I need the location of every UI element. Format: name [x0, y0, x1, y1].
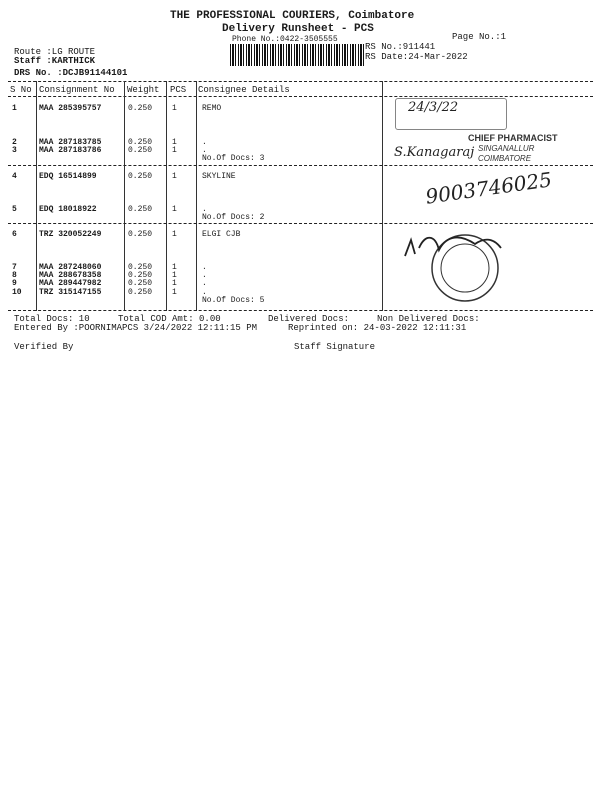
- handwritten-name: S.Kanagaraj: [394, 145, 475, 160]
- total-cod-amount: Total COD Amt: 0.00: [118, 314, 221, 324]
- col-header-consignment: Consignment No: [39, 85, 115, 95]
- row-consignment: TRZ 320052249: [39, 230, 102, 239]
- group-divider: [8, 165, 593, 166]
- row-pcs: 1: [172, 279, 177, 288]
- row-consignment: EDQ 18018922: [39, 205, 97, 214]
- col-header-pcs: PCS: [170, 85, 187, 95]
- staff-signature-label: Staff Signature: [294, 342, 376, 352]
- row-weight: 0.250: [128, 146, 153, 155]
- phone-number: Phone No.:0422-3505555: [232, 35, 338, 44]
- stamp-place: SINGANALLUR: [478, 144, 535, 153]
- row-sno: 2: [12, 138, 17, 147]
- row-pcs: 1: [172, 271, 177, 280]
- row-pcs: 1: [172, 146, 177, 155]
- row-sno: 6: [12, 230, 17, 239]
- group-doc-count: No.Of Docs: 2: [202, 213, 265, 222]
- stamp-pharmacist: CHIEF PHARMACIST: [468, 133, 558, 143]
- document-title: Delivery Runsheet - PCS: [222, 23, 374, 35]
- row-weight: 0.250: [128, 104, 153, 113]
- row-weight: 0.250: [128, 271, 153, 280]
- receiver-signature-stamp: [395, 228, 525, 310]
- col-divider: [382, 81, 383, 311]
- col-header-sno: S No: [10, 85, 32, 95]
- row-consignee: ELGI CJB: [202, 230, 241, 239]
- row-sno: 10: [12, 288, 22, 297]
- row-weight: 0.250: [128, 288, 153, 297]
- row-pcs: 1: [172, 138, 177, 147]
- row-consignee: .: [202, 288, 207, 297]
- col-divider: [166, 81, 167, 311]
- row-weight: 0.250: [128, 263, 153, 272]
- group-divider: [8, 223, 593, 224]
- row-consignee: .: [202, 263, 207, 272]
- handwritten-phone: 9003746025: [423, 167, 554, 209]
- row-consignee: .: [202, 271, 207, 280]
- reprinted-on: Reprinted on: 24-03-2022 12:11:31: [288, 323, 467, 333]
- row-pcs: 1: [172, 172, 177, 181]
- row-consignee: .: [202, 279, 207, 288]
- row-weight: 0.250: [128, 205, 153, 214]
- col-header-consignee: Consignee Details: [198, 85, 290, 95]
- row-consignment: MAA 287183785: [39, 138, 102, 147]
- company-name: THE PROFESSIONAL COURIERS, Coimbatore: [170, 10, 415, 22]
- row-consignee: .: [202, 205, 207, 214]
- row-consignment: MAA 288678358: [39, 271, 102, 280]
- row-consignee: .: [202, 138, 207, 147]
- rs-number: RS No.:911441: [365, 42, 436, 52]
- row-sno: 7: [12, 263, 17, 272]
- row-consignment: MAA 289447982: [39, 279, 102, 288]
- col-divider: [124, 81, 125, 311]
- row-pcs: 1: [172, 230, 177, 239]
- row-sno: 3: [12, 146, 17, 155]
- row-consignment: EDQ 16514899: [39, 172, 97, 181]
- row-weight: 0.250: [128, 172, 153, 181]
- row-sno: 4: [12, 172, 17, 181]
- row-sno: 1: [12, 104, 17, 113]
- row-sno: 9: [12, 279, 17, 288]
- route-label: Route :LG ROUTE: [14, 47, 96, 57]
- row-consignment: MAA 287248060: [39, 263, 102, 272]
- table-top-rule: [8, 81, 593, 82]
- row-weight: 0.250: [128, 279, 153, 288]
- drs-number: DRS No. :DCJB91144101: [14, 68, 128, 78]
- row-pcs: 1: [172, 263, 177, 272]
- stamp-date: 24/3/22: [408, 100, 459, 115]
- group-doc-count: No.Of Docs: 5: [202, 296, 265, 305]
- col-header-weight: Weight: [127, 85, 160, 95]
- entered-by: Entered By :POORNIMAPCS 3/24/2022 12:11:15 PM: [14, 323, 258, 333]
- row-consignment: MAA 287183786: [39, 146, 102, 155]
- staff-label: Staff :KARTHICK: [14, 56, 96, 66]
- total-docs: Total Docs: 10: [14, 314, 90, 324]
- stamp-city: COIMBATORE: [478, 154, 532, 163]
- row-weight: 0.250: [128, 230, 153, 239]
- non-delivered-docs: Non Delivered Docs:: [377, 314, 480, 324]
- row-sno: 5: [12, 205, 17, 214]
- row-consignee: REMO: [202, 104, 222, 113]
- row-consignment: MAA 285395757: [39, 104, 102, 113]
- row-weight: 0.250: [128, 138, 153, 147]
- col-divider: [36, 81, 37, 311]
- rs-date: RS Date:24-Mar-2022: [365, 52, 468, 62]
- row-pcs: 1: [172, 104, 177, 113]
- row-consignee: .: [202, 146, 207, 155]
- group-doc-count: No.Of Docs: 3: [202, 154, 265, 163]
- round-seal-inner-ring: [441, 244, 489, 292]
- delivered-docs: Delivered Docs:: [268, 314, 350, 324]
- row-pcs: 1: [172, 288, 177, 297]
- row-consignment: TRZ 315147155: [39, 288, 102, 297]
- verified-by-label: Verified By: [14, 342, 74, 352]
- header-bottom-rule: [8, 96, 593, 97]
- row-consignee: SKYLINE: [202, 172, 236, 181]
- row-sno: 8: [12, 271, 17, 280]
- row-pcs: 1: [172, 205, 177, 214]
- col-divider: [196, 81, 197, 311]
- page-number: Page No.:1: [452, 32, 507, 42]
- barcode: [230, 44, 365, 66]
- table-bottom-rule: [8, 310, 593, 311]
